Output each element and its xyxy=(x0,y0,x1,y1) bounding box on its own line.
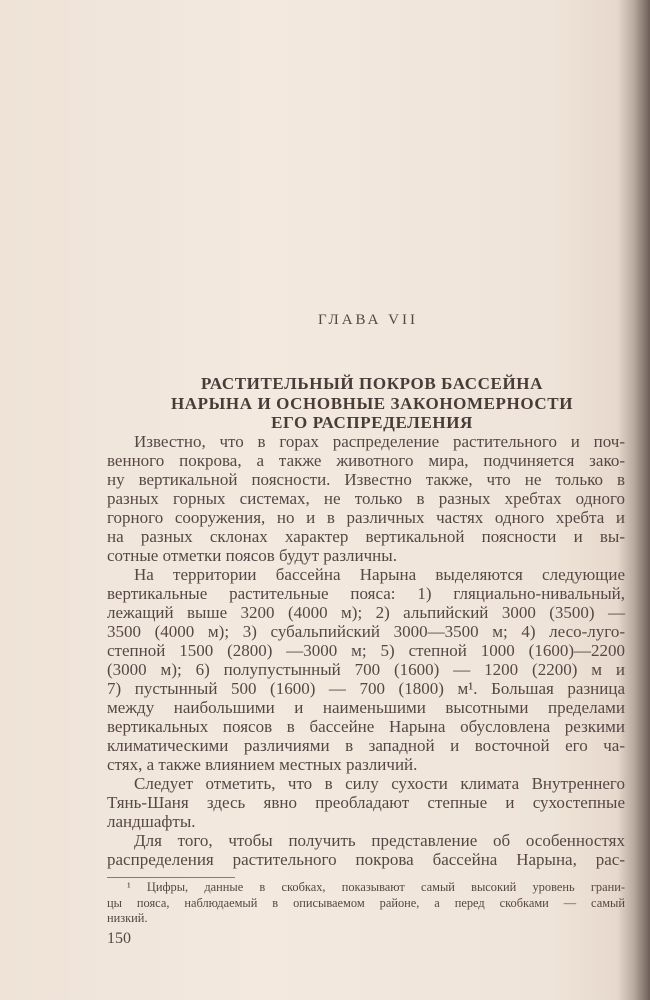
text-line: Тянь-Шаня здесь явно преобладают степные и сухостепные xyxy=(107,793,625,812)
text-line: вертикальные растительные пояса: 1) гляциально-нивальный, xyxy=(107,584,625,603)
text-line: лежащий выше 3200 (4000 м); 2) альпийский 3000 (3500) — xyxy=(107,603,625,622)
title-line: РАСТИТЕЛЬНЫЙ ПОКРОВ БАССЕЙНА xyxy=(201,374,543,393)
text-line: ну вертикальной поясности. Известно также, что не только в xyxy=(107,470,625,489)
text-line: на разных склонах характер вертикальной поясности и вы- xyxy=(107,527,625,546)
text-line: между наибольшими и наименьшими высотными пределами xyxy=(107,698,625,717)
page-number: 150 xyxy=(107,930,131,947)
text-line: вертикальных поясов в бассейне Нарына обусловлена резкими xyxy=(107,717,625,736)
text-line: Известно, что в горах распределение растительного и поч- xyxy=(134,432,625,451)
text-line: разных горных системах, не только в разных хребтах одного xyxy=(107,489,625,508)
text-line: горного сооружения, но и в различных частях одного хребта и xyxy=(107,508,625,527)
title-line: ЕГО РАСПРЕДЕЛЕНИЯ xyxy=(271,413,473,432)
text-line: низкий. xyxy=(107,911,148,925)
text-line: Для того, чтобы получить представление об особенностях xyxy=(134,831,625,850)
text-line: ¹ Цифры, данные в скобках, показывают самый высокий уровень грани- xyxy=(127,880,625,894)
text-line: распределения растительного покрова бассейна Нарына, рас- xyxy=(107,850,625,869)
text-line: ландшафты. xyxy=(107,812,196,831)
text-line: степной 1500 (2800) —3000 м; 5) степной 1000 (1600)—2200 xyxy=(107,641,625,660)
text-line: сотные отметки поясов будут различны. xyxy=(107,546,397,565)
text-line: цы пояса, наблюдаемый в описываемом районе, а перед скобками — самый xyxy=(107,895,625,910)
text-line: (3000 м); 6) полупустынный 700 (1600) — 1200 (2200) м и xyxy=(107,660,625,679)
text-line: венного покрова, а также животного мира, подчиняется зако- xyxy=(107,451,625,470)
text-line: стях, а также влиянием местных различий. xyxy=(107,755,418,774)
text-line: Следует отметить, что в силу сухости климата Внутреннего xyxy=(134,774,625,793)
text-line: климатическими различиями в западной и восточной его ча- xyxy=(107,736,625,755)
body-text xyxy=(107,432,625,869)
chapter-title xyxy=(107,374,637,433)
footnote-divider xyxy=(107,877,235,878)
text-line: На территории бассейна Нарына выделяются следующие xyxy=(134,565,625,584)
footnote xyxy=(107,880,625,927)
text-line: 7) пустынный 500 (1600) — 700 (1800) м¹. Большая разница xyxy=(107,679,625,698)
text-line: 3500 (4000 м); 3) субальпийский 3000—3500 м; 4) лесо-луго- xyxy=(107,622,625,641)
title-line: НАРЫНА И ОСНОВНЫЕ ЗАКОНОМЕРНОСТИ xyxy=(170,393,574,413)
chapter-heading: ГЛАВА VII xyxy=(317,312,418,328)
